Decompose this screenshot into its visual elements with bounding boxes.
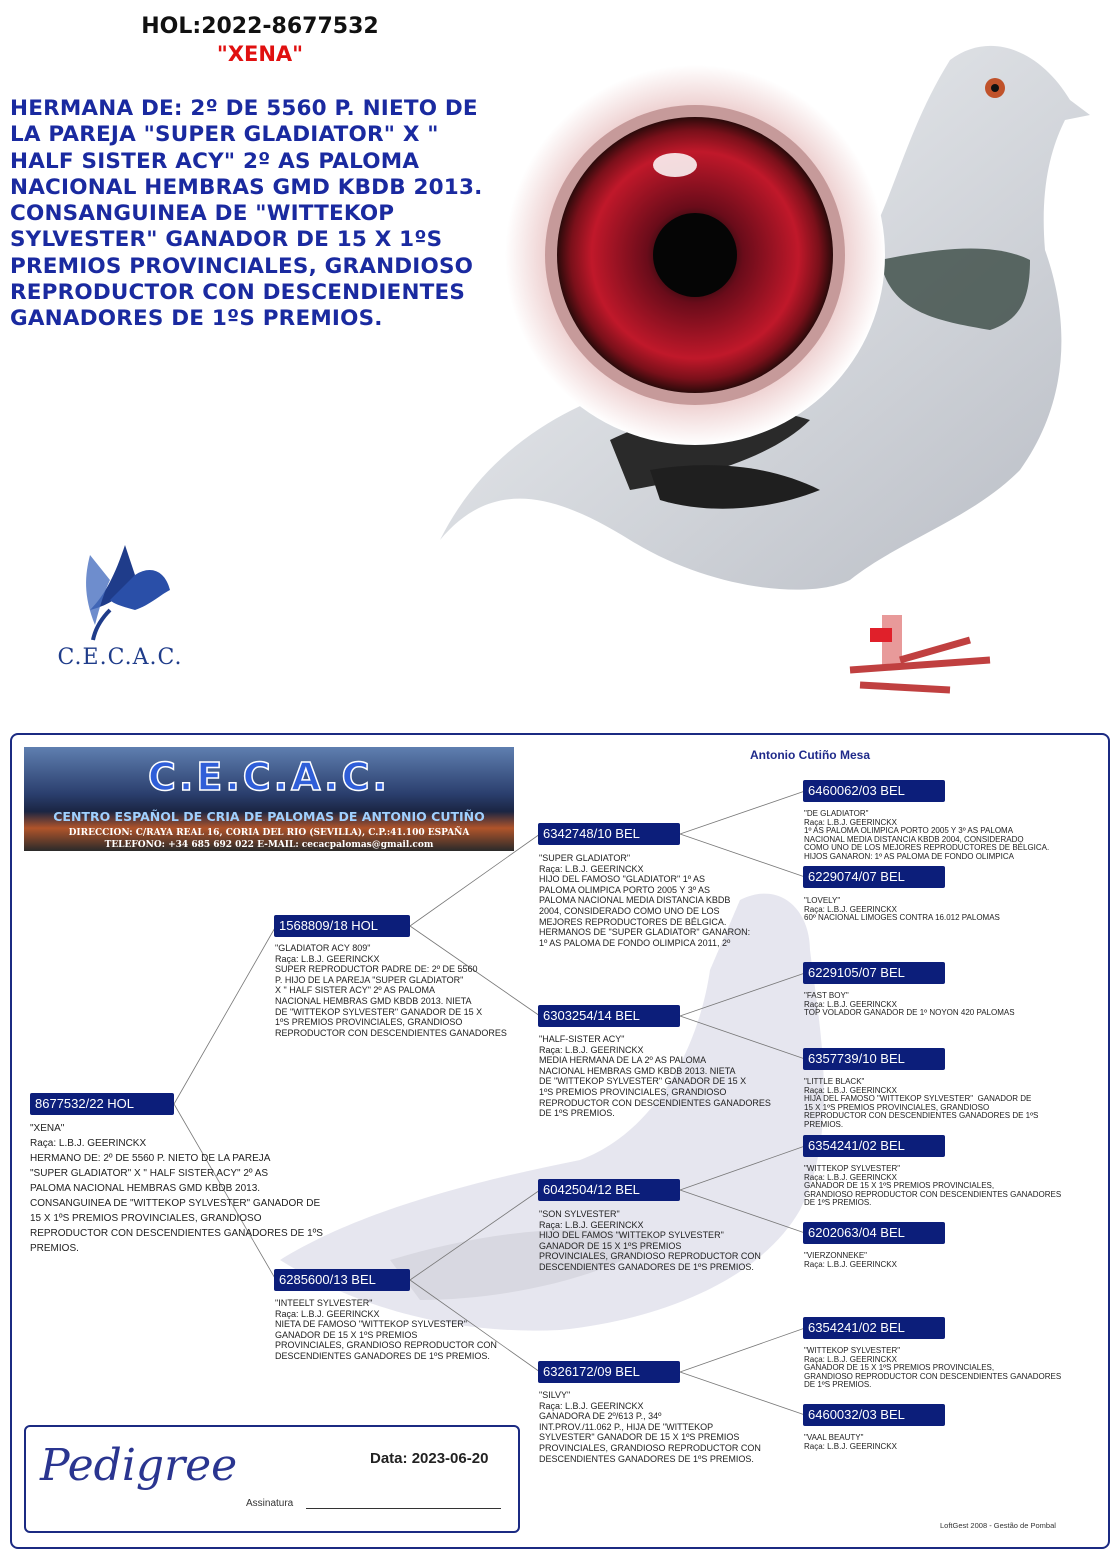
subject-info: "XENA" Raça: L.B.J. GEERINCKX HERMANO DE: 2º DE 5560 P. NIETO DE LA PAREJA "SUPER GLADIATOR" X " HALF SISTER ACY" 2º AS PALOMA NACIONAL HEMBRAS GMD KBDB 2013. CONSANGUINEA DE "WITTEKOP SYLVESTER" GANADOR DE 15 X 1ºS PREMIOS PROVINCIALES, GRANDIOSO REPRODUCTOR CON DESCENDIENTES GANADORES DE 1ºS PREMIOS.: [30, 1123, 323, 1254]
dsd-info: "VIERZONNEKE" Raça: L.B.J. GEERINCKX: [804, 1251, 897, 1269]
banner-title: C.E.C.A.C.: [148, 755, 390, 799]
ds-ring-box[interactable]: 6042504/12 BEL: [538, 1179, 680, 1201]
dsd-ring-box[interactable]: 6202063/04 BEL: [803, 1222, 945, 1244]
sire-info: "GLADIATOR ACY 809" Raça: L.B.J. GEERINCKX SUPER REPRODUCTOR PADRE DE: 2º DE 5560 P. HIJO DE LA PAREJA "SUPER GLADIATOR" X " HALF SISTER ACY" 2º AS PALOMA NACIONAL HEMBRAS GMD KBDB 2013. NIETA DE "WITTEKOP SYLVESTER" GANADOR DE 15 X 1ºS PREMIOS PROVINCIALES, GRANDIOSO REPRODUCTOR CON DESCENDIENTES GANADORES: [275, 943, 507, 1038]
ddd-ring-box[interactable]: 6460032/03 BEL: [803, 1404, 945, 1426]
signature-label: Assinatura: [246, 1498, 294, 1509]
sire-ring-box[interactable]: 1568809/18 HOL: [274, 915, 410, 937]
sss-info: "DE GLADIATOR" Raça: L.B.J. GEERINCKX 1º AS PALOMA OLIMPICA PORTO 2005 Y 3º AS PALOMA NACIONAL MEDIA DISTANCIA KBDB 2004, CONSIDERADO COMO UNO DE LOS MEJORES REPRODUCTORES DE BÉLGICA. HIJOS GANARON: 1º AS PALOMA DE FONDO OLIMPICA: [804, 809, 1050, 861]
dss-ring-box[interactable]: 6354241/02 BEL: [803, 1135, 945, 1157]
signature-line[interactable]: [306, 1508, 501, 1509]
dds-info: "WITTEKOP SYLVESTER" Raça: L.B.J. GEERINCKX GANADOR DE 15 X 1ºS PREMIOS PROVINCIALES, GRANDIOSO REPRODUCTOR CON DESCENDIENTES GANADORES DE 1ºS PREMIOS.: [804, 1346, 1062, 1390]
sd-info: "HALF-SISTER ACY" Raça: L.B.J. GEERINCKX MEDIA HERMANA DE LA 2º AS PALOMA NACIONAL HEMBRAS GMD KBDB 2013. NIETA DE "WITTEKOP SYLVESTER" GANADOR DE 15 X 1ºS PREMIOS PROVINCIALES, GRANDIOSO REPRODUCTOR CON DESCENDIENTES GANADORES DE 1ºS PREMIOS.: [539, 1034, 771, 1119]
banner-address-line: DIRECCION: C/RAYA REAL 16, CORIA DEL RIO (SEVILLA), C.P.:41.100 ESPAÑA: [68, 828, 470, 838]
ds-info: "SON SYLVESTER" Raça: L.B.J. GEERINCKX HIJO DEL FAMOS "WITTEKOP SYLVESTER" GANADOR DE 15 X 1ºS PREMIOS PROVINCIALES, GRANDIOSO REPRODUCTOR CON DESCENDIENTES GANADORES DE 1ºS PREMIOS.: [539, 1209, 761, 1272]
breeder-banner: [24, 747, 514, 851]
dam-ring-box[interactable]: 6285600/13 BEL: [274, 1269, 410, 1291]
banner-address: [24, 827, 514, 851]
subject-ring-box[interactable]: 8677532/22 HOL: [30, 1093, 174, 1115]
eye-photo: [500, 60, 890, 450]
banner-contact-line: TELEFONO: +34 685 692 022 E-MAIL: cecacpalomas@gmail.com: [104, 840, 434, 850]
sdd-ring-box[interactable]: 6357739/10 BEL: [803, 1048, 945, 1070]
ssd-ring-box[interactable]: 6229074/07 BEL: [803, 866, 945, 888]
bird-description: HERMANA DE: 2º DE 5560 P. NIETO DE LA PAREJA "SUPER GLADIATOR" X " HALF SISTER ACY" 2º AS PALOMA NACIONAL HEMBRAS GMD KBDB 2013. CONSANGUINEA DE "WITTEKOP SYLVESTER" GANADOR DE 15 X 1ºS PREMIOS PROVINCIALES, GRANDIOSO REPRODUCTOR CON DESCENDIENTES GANADORES DE 1ºS PREMIOS.: [10, 96, 483, 332]
sss-ring-box[interactable]: 6460062/03 BEL: [803, 780, 945, 802]
pedigree-title: Pedigree: [40, 1440, 238, 1491]
dss-info: "WITTEKOP SYLVESTER" Raça: L.B.J. GEERINCKX GANADOR DE 15 X 1ºS PREMIOS PROVINCIALES, GRANDIOSO REPRODUCTOR CON DESCENDIENTES GANADORES DE 1ºS PREMIOS.: [804, 1164, 1062, 1208]
dd-ring-box[interactable]: 6326172/09 BEL: [538, 1361, 680, 1383]
sdd-info: "LITTLE BLACK" Raça: L.B.J. GEERINCKX HIJA DEL FAMOSO "WITTEKOP SYLVESTER" GANADOR DE 15 X 1ºS PREMIOS PROVINCIALES, GRANDIOSO REPRODUCTOR CON DESCENDIENTES GANADORES DE 1ºS PREMIOS.: [804, 1077, 1039, 1129]
ddd-info: "VAAL BEAUTY" Raça: L.B.J. GEERINCKX: [804, 1433, 897, 1451]
bird-nickname: "XENA": [216, 42, 304, 66]
date-label: Data:: [370, 1450, 408, 1467]
logo-text: C.E.C.A.C.: [57, 645, 183, 670]
ss-ring-box[interactable]: 6342748/10 BEL: [538, 823, 680, 845]
banner-subtitle: CENTRO ESPAÑOL DE CRIA DE PALOMAS DE ANTONIO CUTIÑO: [53, 809, 485, 824]
owner-name: Antonio Cutiño Mesa: [750, 748, 870, 762]
dds-ring-box[interactable]: 6354241/02 BEL: [803, 1317, 945, 1339]
date-value: 2023-06-20: [411, 1450, 489, 1467]
footer-credit: LoftGest 2008 - Gestão de Pombal: [940, 1521, 1056, 1530]
sds-info: "FAST BOY" Raça: L.B.J. GEERINCKX TOP VOLADOR GANADOR DE 1º NOYON 420 PALOMAS: [804, 991, 1015, 1018]
sd-ring-box[interactable]: 6303254/14 BEL: [538, 1005, 680, 1027]
ssd-info: "LOVELY" Raça: L.B.J. GEERINCKX 60º NACIONAL LIMOGES CONTRA 16.012 PALOMAS: [804, 896, 1000, 923]
date-line: [370, 1450, 488, 1467]
dam-info: "INTEELT SYLVESTER" Raça: L.B.J. GEERINCKX NIETA DE FAMOSO "WITTEKOP SYLVESTER" GANADOR DE 15 X 1ºS PREMIOS PROVINCIALES, GRANDIOSO REPRODUCTOR CON DESCENDIENTES GANADORES DE 1ºS PREMIOS.: [275, 1298, 497, 1361]
ring-number: HOL:2022-8677532: [141, 14, 379, 39]
ss-info: "SUPER GLADIATOR" Raça: L.B.J. GEERINCKX HIJO DEL FAMOSO "GLADIATOR" 1º AS PALOMA OLIMPICA PORTO 2005 Y 3º AS PALOMA NACIONAL MEDIA DISTANCIA KBDB 2004, CONSIDERADO COMO UNO DE LOS MEJORES REPRODUCTORES DE BÉLGICA. HERMANOS DE "SUPER GLADIATOR" GANARON: 1º AS PALOMA DE FONDO OLIMPICA 2011, 2º: [539, 853, 751, 948]
dd-info: "SILVY" Raça: L.B.J. GEERINCKX GANADORA DE 2º/613 P., 34º INT.PROV./11.062 P., HIJA DE "WITTEKOP SYLVESTER" GANADOR DE 15 X 1ºS PREMIOS PROVINCIALES, GRANDIOSO REPRODUCTOR CON DESCENDIENTES GANADORES DE 1ºS PREMIOS.: [539, 1390, 761, 1464]
sds-ring-box[interactable]: 6229105/07 BEL: [803, 962, 945, 984]
